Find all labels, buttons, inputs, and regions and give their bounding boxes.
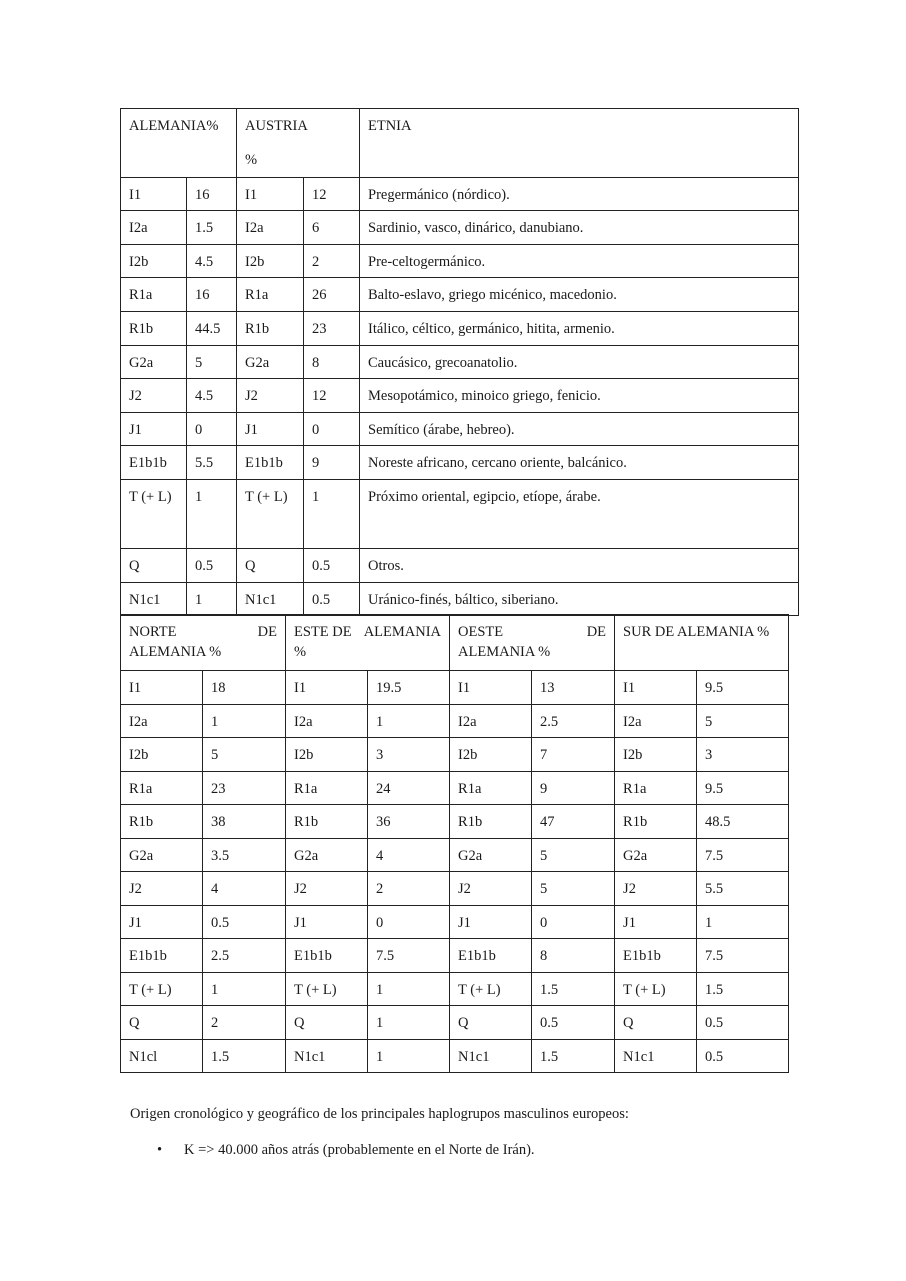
table-cell: J1	[286, 906, 368, 939]
table-cell: 0	[187, 413, 237, 446]
header-austria-line2: %	[245, 152, 258, 168]
table-cell: Q	[615, 1006, 697, 1040]
table-cell: Otros.	[360, 549, 799, 583]
table-cell: 1	[368, 1040, 450, 1073]
table-cell: T (+ L)	[450, 973, 532, 1006]
table-cell: J1	[121, 906, 203, 939]
table-cell: 47	[532, 805, 615, 839]
table-cell: R1b	[615, 805, 697, 839]
table-cell: 1	[187, 480, 237, 549]
table-header-row	[121, 109, 799, 178]
table-row	[121, 480, 799, 549]
table-cell: N1c1	[615, 1040, 697, 1073]
table-cell: 5	[187, 346, 237, 379]
table-cell: J2	[286, 872, 368, 906]
table-cell: G2a	[237, 346, 304, 379]
table-cell: I2a	[121, 705, 203, 738]
table-cell: N1cl	[121, 1040, 203, 1073]
table-cell: 36	[368, 805, 450, 839]
table-row	[121, 379, 799, 413]
table-cell: 4.5	[187, 245, 237, 278]
table-row	[121, 583, 799, 616]
header-este-word1: ESTE DE	[294, 624, 352, 640]
table-cell: Próximo oriental, egipcio, etíope, árabe.	[360, 480, 799, 549]
table-cell: Caucásico, grecoanatolio.	[360, 346, 799, 379]
table-cell: R1a	[450, 772, 532, 805]
table-cell: 0.5	[187, 549, 237, 583]
table-cell: J1	[237, 413, 304, 446]
table-row	[121, 312, 799, 346]
table-cell: E1b1b	[237, 446, 304, 480]
table-cell: 2.5	[532, 705, 615, 738]
table-cell: I2a	[286, 705, 368, 738]
table-cell: T (+ L)	[615, 973, 697, 1006]
table-cell: Pregermánico (nórdico).	[360, 178, 799, 211]
table-cell: 12	[304, 178, 360, 211]
table-cell: R1b	[450, 805, 532, 839]
table-cell: 18	[203, 671, 286, 705]
table-cell: 9.5	[697, 671, 789, 705]
table-cell: 2	[368, 872, 450, 906]
table-cell: 12	[304, 379, 360, 413]
table-cell: I2b	[615, 738, 697, 772]
table-cell: 1	[304, 480, 360, 549]
table-cell: 0.5	[697, 1006, 789, 1040]
table-cell: 1	[203, 705, 286, 738]
table-row	[121, 245, 799, 278]
table-cell: 16	[187, 178, 237, 211]
table-cell: I2a	[237, 211, 304, 245]
table-cell: I2b	[121, 245, 187, 278]
header-norte	[121, 615, 286, 671]
table-cell: J2	[615, 872, 697, 906]
header-norte-line2: ALEMANIA %	[129, 644, 222, 660]
table-cell: I1	[615, 671, 697, 705]
table-cell: 1	[368, 705, 450, 738]
table-cell: G2a	[615, 839, 697, 872]
header-oeste-word2: DE	[586, 624, 607, 640]
table-cell: J1	[450, 906, 532, 939]
header-austria-line1: AUSTRIA	[245, 118, 308, 134]
table-cell: 7.5	[697, 839, 789, 872]
table-cell: R1a	[286, 772, 368, 805]
table-cell: 1.5	[532, 1040, 615, 1073]
table-cell: G2a	[121, 346, 187, 379]
bullet-list-item	[157, 1142, 535, 1159]
table-cell: 7.5	[697, 939, 789, 973]
table-cell: 5	[203, 738, 286, 772]
table-cell: J2	[121, 872, 203, 906]
table-cell: 0	[304, 413, 360, 446]
header-este	[286, 615, 450, 671]
table-row	[121, 772, 789, 805]
table-cell: 48.5	[697, 805, 789, 839]
caption-text: Origen cronológico y geográfico de los principales haplogrupos masculinos europeos:	[130, 1106, 629, 1122]
table-cell: J1	[121, 413, 187, 446]
table-cell: N1c1	[450, 1040, 532, 1073]
table-cell: G2a	[286, 839, 368, 872]
table-cell: Noreste africano, cercano oriente, balcánico.	[360, 446, 799, 480]
table-cell: Uránico-finés, báltico, siberiano.	[360, 583, 799, 616]
table-cell: 24	[368, 772, 450, 805]
header-austria	[237, 109, 360, 178]
table-cell: R1a	[121, 772, 203, 805]
table-cell: 9	[304, 446, 360, 480]
table-cell: T (+ L)	[286, 973, 368, 1006]
table-cell: 8	[532, 939, 615, 973]
table-row	[121, 1040, 789, 1073]
table-cell: Q	[121, 1006, 203, 1040]
table-cell: Q	[450, 1006, 532, 1040]
table-cell: J2	[450, 872, 532, 906]
table-row	[121, 346, 799, 379]
header-oeste-line2: ALEMANIA %	[458, 644, 551, 660]
table-cell: R1b	[121, 805, 203, 839]
table-cell: Q	[286, 1006, 368, 1040]
table-cell: I2b	[121, 738, 203, 772]
table-cell: 0.5	[532, 1006, 615, 1040]
table-cell: 5	[697, 705, 789, 738]
table-row	[121, 278, 799, 312]
table-cell: 1	[697, 906, 789, 939]
table-row	[121, 805, 789, 839]
table-cell: 5	[532, 872, 615, 906]
table-cell: I2b	[286, 738, 368, 772]
bullet-marker: •	[157, 1142, 163, 1158]
table-cell: G2a	[450, 839, 532, 872]
table-row	[121, 939, 789, 973]
table-row	[121, 839, 789, 872]
table-cell: 1	[368, 1006, 450, 1040]
table-cell: 7	[532, 738, 615, 772]
table-cell: 5.5	[697, 872, 789, 906]
table-cell: 5	[532, 839, 615, 872]
table-cell: Itálico, céltico, germánico, hitita, armenio.	[360, 312, 799, 346]
header-norte-word2: DE	[257, 624, 278, 640]
table-cell: 13	[532, 671, 615, 705]
table-cell: Semítico (árabe, hebreo).	[360, 413, 799, 446]
table-cell: J1	[615, 906, 697, 939]
header-etnia: ETNIA	[360, 109, 799, 178]
table-cell: N1c1	[121, 583, 187, 616]
table-row	[121, 906, 789, 939]
table-cell: 16	[187, 278, 237, 312]
header-norte-word1: NORTE	[129, 624, 177, 640]
table-cell: E1b1b	[121, 446, 187, 480]
table-cell: 1	[203, 973, 286, 1006]
table-cell: 1	[187, 583, 237, 616]
table-cell: 0	[368, 906, 450, 939]
table-cell: I2a	[121, 211, 187, 245]
table-cell: I1	[121, 178, 187, 211]
table-cell: Q	[121, 549, 187, 583]
table-cell: R1b	[237, 312, 304, 346]
table-row	[121, 446, 799, 480]
table-cell: 9	[532, 772, 615, 805]
table-cell: 1.5	[697, 973, 789, 1006]
table-cell: G2a	[121, 839, 203, 872]
table-cell: 3	[697, 738, 789, 772]
table-cell: 2	[304, 245, 360, 278]
table-cell: 1.5	[187, 211, 237, 245]
table-cell: 0.5	[203, 906, 286, 939]
table-cell: R1a	[615, 772, 697, 805]
table-cell: 0.5	[697, 1040, 789, 1073]
table-row	[121, 973, 789, 1006]
table-row	[121, 705, 789, 738]
table-cell: 5.5	[187, 446, 237, 480]
table-cell: 1.5	[532, 973, 615, 1006]
table-row	[121, 549, 799, 583]
table-cell: Pre-celtogermánico.	[360, 245, 799, 278]
table-cell: I2a	[450, 705, 532, 738]
table-row	[121, 1006, 789, 1040]
table-cell: 0	[532, 906, 615, 939]
table-cell: R1b	[286, 805, 368, 839]
header-este-word2: ALEMANIA	[363, 624, 442, 640]
header-alemania: ALEMANIA%	[121, 109, 237, 178]
table-cell: N1c1	[237, 583, 304, 616]
table-cell: I1	[450, 671, 532, 705]
bullet-text: K => 40.000 años atrás (probablemente en el Norte de Irán).	[184, 1142, 535, 1158]
table-cell: T (+ L)	[237, 480, 304, 549]
table-cell: Balto-eslavo, griego micénico, macedonio.	[360, 278, 799, 312]
table-cell: 0.5	[304, 583, 360, 616]
table-cell: 38	[203, 805, 286, 839]
table-cell: 3	[368, 738, 450, 772]
table-cell: E1b1b	[121, 939, 203, 973]
table-cell: T (+ L)	[121, 973, 203, 1006]
table-cell: R1a	[237, 278, 304, 312]
header-sur	[615, 615, 789, 671]
table-cell: 23	[203, 772, 286, 805]
table-row	[121, 671, 789, 705]
table-cell: 1.5	[203, 1040, 286, 1073]
table-cell: I2b	[450, 738, 532, 772]
table-cell: 3.5	[203, 839, 286, 872]
header-sur-line1: SUR DE ALEMANIA %	[623, 624, 770, 640]
table-row	[121, 738, 789, 772]
table-cell: R1b	[121, 312, 187, 346]
table-cell: 2.5	[203, 939, 286, 973]
haplogroup-table-germany-austria	[120, 108, 799, 616]
haplogroup-table-regions	[120, 614, 789, 1073]
table-cell: 4	[368, 839, 450, 872]
table-cell: I1	[237, 178, 304, 211]
header-este-line2: %	[294, 644, 307, 660]
table-row	[121, 178, 799, 211]
table-cell: T (+ L)	[121, 480, 187, 549]
table-cell: 4	[203, 872, 286, 906]
table-cell: I2a	[615, 705, 697, 738]
header-oeste-word1: OESTE	[458, 624, 504, 640]
table-header-row	[121, 615, 789, 671]
table-row	[121, 211, 799, 245]
header-oeste	[450, 615, 615, 671]
table-cell: 26	[304, 278, 360, 312]
table-cell: 2	[203, 1006, 286, 1040]
table-cell: E1b1b	[286, 939, 368, 973]
table-cell: I1	[286, 671, 368, 705]
table-cell: 9.5	[697, 772, 789, 805]
table-cell: I2b	[237, 245, 304, 278]
table-cell: E1b1b	[615, 939, 697, 973]
table-cell: Sardinio, vasco, dinárico, danubiano.	[360, 211, 799, 245]
table-row	[121, 413, 799, 446]
table-cell: 0.5	[304, 549, 360, 583]
table-cell: 19.5	[368, 671, 450, 705]
table-cell: 8	[304, 346, 360, 379]
table-cell: N1c1	[286, 1040, 368, 1073]
table-cell: R1a	[121, 278, 187, 312]
table-cell: 23	[304, 312, 360, 346]
table-cell: 6	[304, 211, 360, 245]
table-cell: E1b1b	[450, 939, 532, 973]
table-row	[121, 872, 789, 906]
table-cell: Mesopotámico, minoico griego, fenicio.	[360, 379, 799, 413]
table-cell: 1	[368, 973, 450, 1006]
table-cell: 44.5	[187, 312, 237, 346]
table-cell: J2	[237, 379, 304, 413]
table-cell: J2	[121, 379, 187, 413]
table-cell: 7.5	[368, 939, 450, 973]
table-cell: 4.5	[187, 379, 237, 413]
table-cell: I1	[121, 671, 203, 705]
table-cell: Q	[237, 549, 304, 583]
